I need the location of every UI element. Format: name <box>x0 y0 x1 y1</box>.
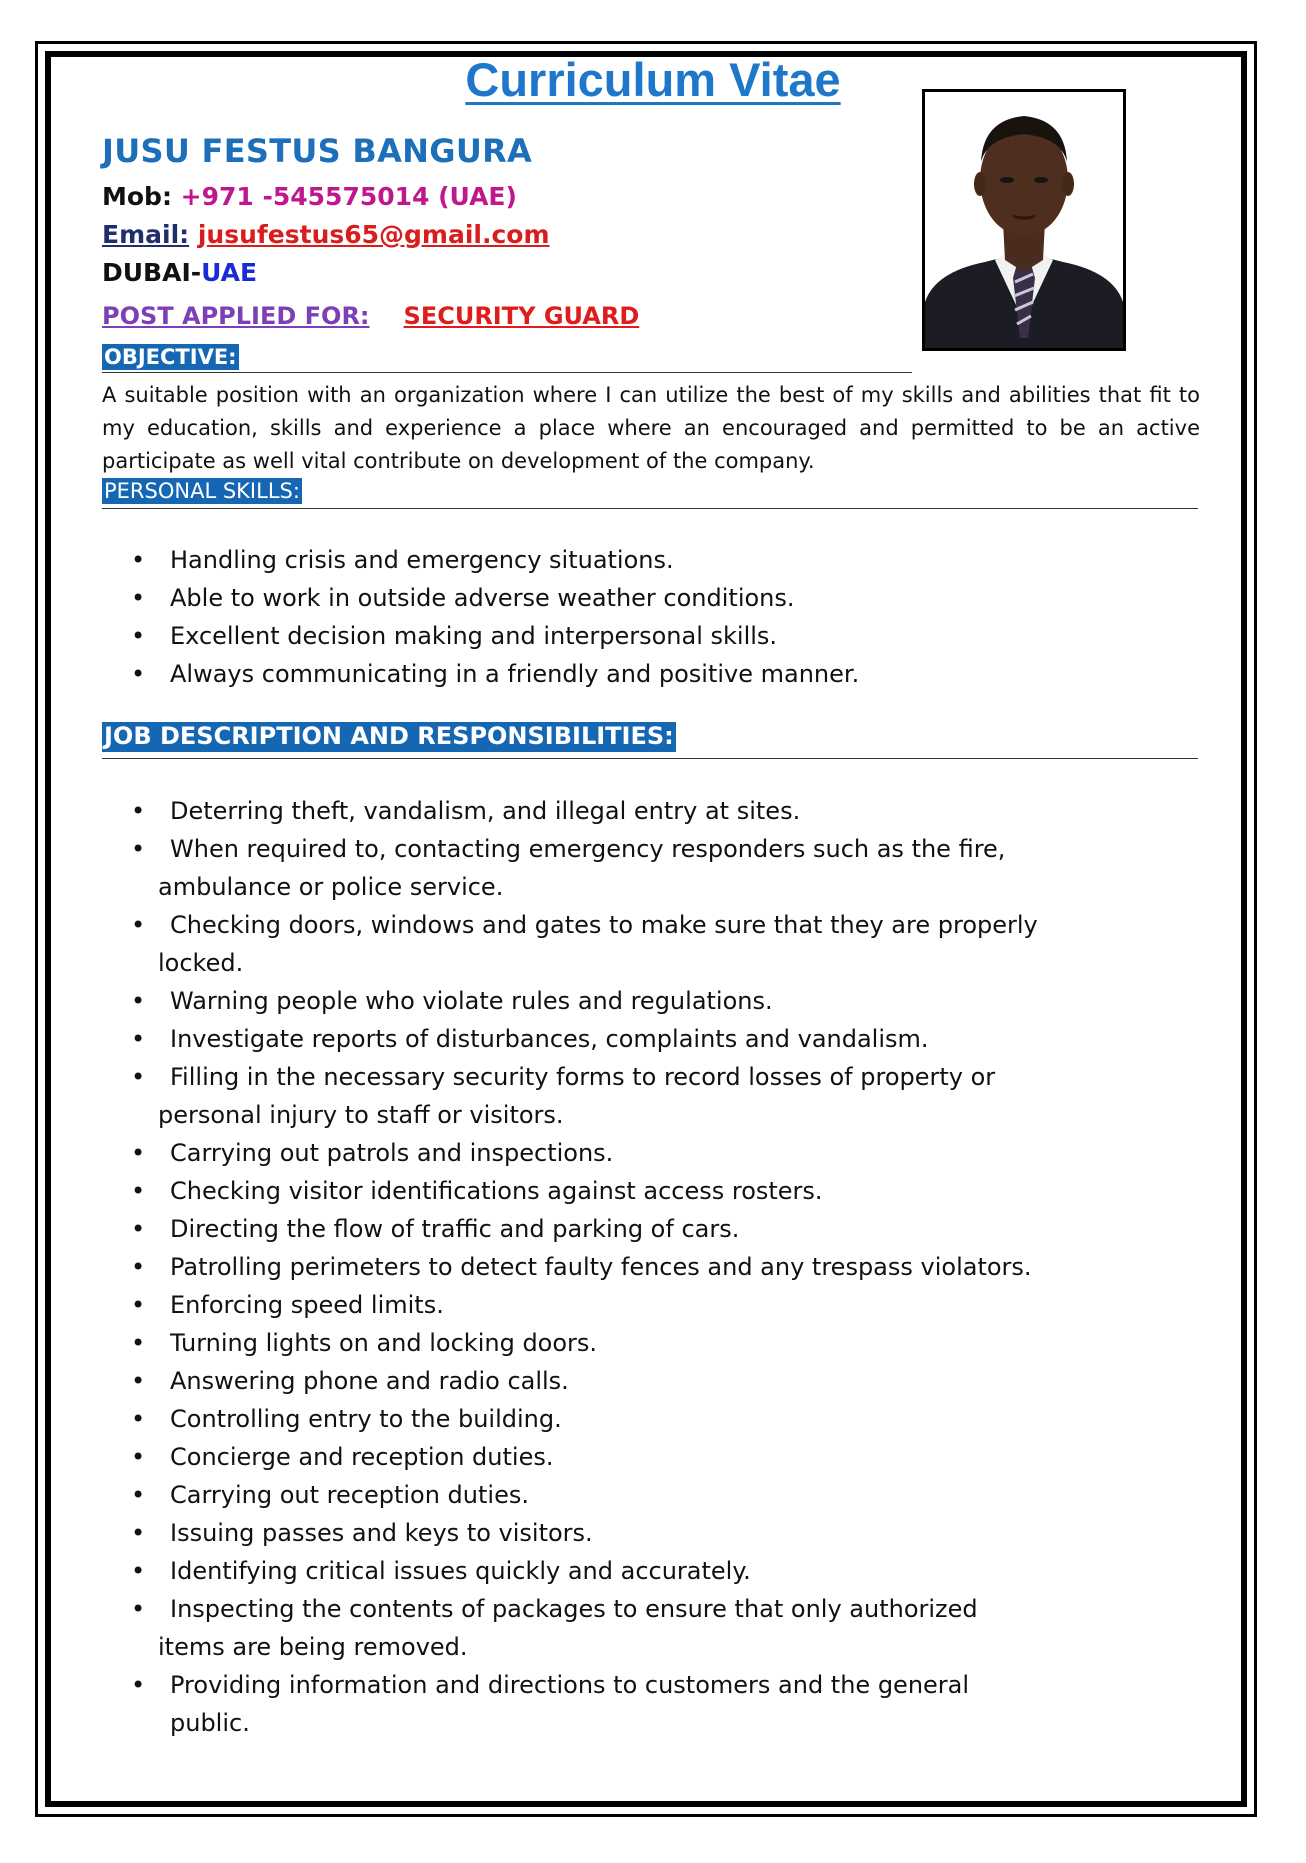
list-item: • Carrying out patrols and inspections. <box>131 1139 614 1167</box>
list-item: • Providing information and directions to customers and the general public. <box>131 1671 970 1737</box>
list-item: • Investigate reports of disturbances, complaints and vandalism. <box>131 1025 929 1053</box>
country: UAE <box>201 258 258 287</box>
job-responsibilities-list <box>0 792 1040 1742</box>
list-item: • Filling in the necessary security forms to record losses of property or personal injury to staff or visitors. <box>131 1063 996 1129</box>
list-item: • Checking visitor identifications against access rosters. <box>131 1177 823 1205</box>
mobile-number <box>102 182 517 211</box>
email-link[interactable]: jusufestus65@gmail.com <box>197 220 550 249</box>
list-item: • Able to work in outside adverse weather conditions. <box>131 584 795 612</box>
post-label: POST APPLIED FOR: <box>102 302 370 330</box>
list-item: • Always communicating in a friendly and positive manner. <box>131 660 860 688</box>
list-item: • Patrolling perimeters to detect faulty fences and any trespass violators. <box>131 1253 1032 1281</box>
post-value: SECURITY GUARD <box>403 302 640 330</box>
mobile-value: +971 -545575014 (UAE) <box>180 182 517 211</box>
location <box>102 258 257 287</box>
city: DUBAI- <box>102 258 202 287</box>
email-line <box>102 220 550 249</box>
list-item: • Handling crisis and emergency situations. <box>131 546 674 574</box>
job-description-heading: JOB DESCRIPTION AND RESPONSIBILITIES: <box>104 722 674 750</box>
person-portrait-icon <box>925 92 1123 348</box>
profile-photo <box>922 89 1126 351</box>
post-applied <box>102 302 639 330</box>
personal-skills-divider <box>102 508 1198 509</box>
objective-heading: OBJECTIVE: <box>104 345 237 369</box>
list-item: • Turning lights on and locking doors. <box>131 1329 598 1357</box>
email-label: Email: <box>102 220 190 249</box>
list-item: • Directing the flow of traffic and parking of cars. <box>131 1215 740 1243</box>
list-item: • Controlling entry to the building. <box>131 1405 562 1433</box>
list-item: • Checking doors, windows and gates to make sure that they are properly locked. <box>131 911 1038 977</box>
personal-skills-heading: PERSONAL SKILLS: <box>104 479 300 503</box>
list-item: • Enforcing speed limits. <box>131 1291 444 1319</box>
list-item: • Issuing passes and keys to visitors. <box>131 1519 593 1547</box>
document-title: Curriculum Vitae <box>465 53 841 106</box>
list-item: • Warning people who violate rules and regulations. <box>131 987 773 1015</box>
list-item: • When required to, contacting emergency responders such as the fire, ambulance or police service. <box>131 835 1006 901</box>
list-item: • Identifying critical issues quickly and accurately. <box>131 1557 751 1585</box>
list-item: • Excellent decision making and interpersonal skills. <box>131 622 778 650</box>
personal-skills-list <box>0 541 1040 693</box>
list-item: • Inspecting the contents of packages to ensure that only authorized items are being removed. <box>131 1595 978 1661</box>
mobile-label: Mob: <box>102 182 181 211</box>
objective-divider <box>102 372 912 373</box>
candidate-name: JUSU FESTUS BANGURA <box>102 132 533 170</box>
list-item: • Carrying out reception duties. <box>131 1481 529 1509</box>
job-description-divider <box>102 758 1198 759</box>
objective-text: A suitable position with an organization where I can utilize the best of my skills and abilities that fit to my education, skills and experience a place where an encouraged and permitted to be an active participate as well vital contribute on development of the company. <box>102 383 1200 473</box>
list-item: • Deterring theft, vandalism, and illegal entry at sites. <box>131 797 801 825</box>
list-item: • Answering phone and radio calls. <box>131 1367 569 1395</box>
list-item: • Concierge and reception duties. <box>131 1443 554 1471</box>
